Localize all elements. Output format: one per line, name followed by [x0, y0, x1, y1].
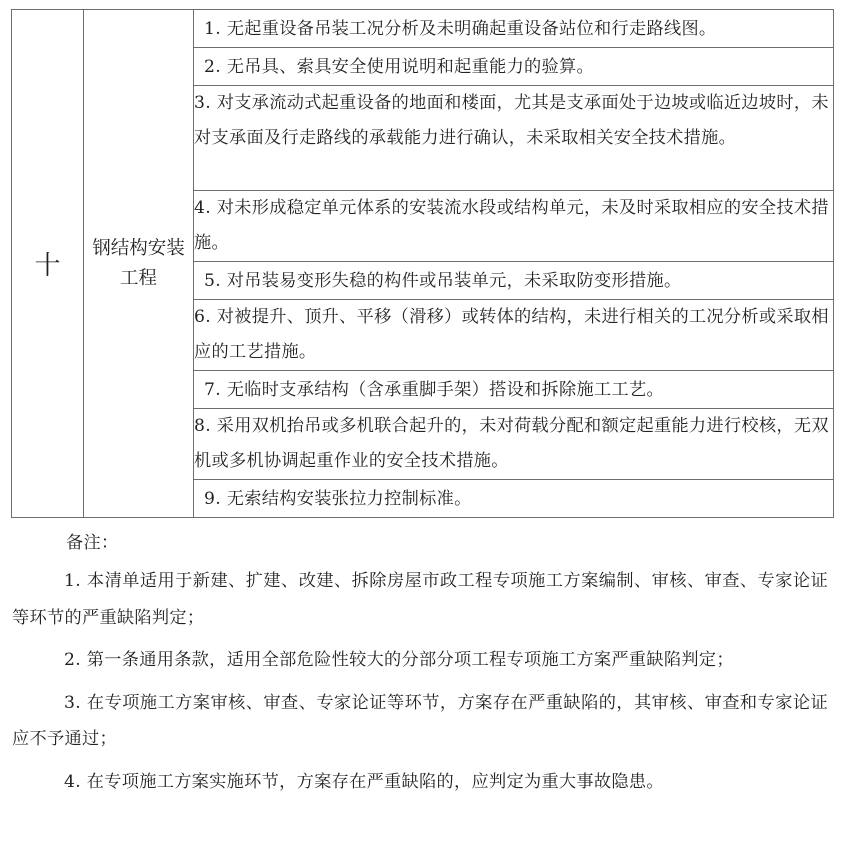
section-category: 钢结构安装工程 [84, 10, 194, 518]
notes-section [12, 523, 828, 806]
note-item: 4. 在专项施工方案实施环节，方案存在严重缺陷的，应判定为重大事故隐患。 [64, 771, 664, 792]
defect-item: 8. 采用双机抬吊或多机联合起升的，未对荷载分配和额定起重能力进行校核，无双机或多机协调起重作业的安全技术措施。 [194, 409, 834, 480]
defect-item: 9. 无索结构安装张拉力控制标准。 [194, 480, 834, 518]
note-item: 1. 本清单适用于新建、扩建、改建、拆除房屋市政工程专项施工方案编制、审核、审查、专家论证等环节的严重缺陷判定； [12, 571, 828, 628]
note-item: 3. 在专项施工方案审核、审查、专家论证等环节，方案存在严重缺陷的，其审核、审查和专家论证应不予通过； [12, 692, 828, 749]
defect-item: 1. 无起重设备吊装工况分析及未明确起重设备站位和行走路线图。 [194, 10, 834, 48]
defect-item: 7. 无临时支承结构（含承重脚手架）搭设和拆除施工工艺。 [194, 371, 834, 409]
table-row [12, 10, 834, 48]
section-number: 十 [12, 10, 84, 518]
defect-item: 5. 对吊装易变形失稳的构件或吊装单元，未采取防变形措施。 [194, 262, 834, 300]
notes-title: 备注： [66, 533, 119, 553]
defect-item: 6. 对被提升、顶升、平移（滑移）或转体的结构，未进行相关的工况分析或采取相应的工艺措施。 [194, 300, 834, 371]
defect-item: 2. 无吊具、索具安全使用说明和起重能力的验算。 [194, 48, 834, 86]
defect-table [11, 9, 834, 518]
note-item: 2. 第一条通用条款，适用全部危险性较大的分部分项工程专项施工方案严重缺陷判定； [64, 650, 734, 670]
defect-item: 4. 对未形成稳定单元体系的安装流水段或结构单元，未及时采取相应的安全技术措施。 [194, 191, 834, 262]
defect-item: 3. 对支承流动式起重设备的地面和楼面，尤其是支承面处于边坡或临近边坡时，未对支承面及行走路线的承载能力进行确认，未采取相关安全技术措施。 [194, 86, 834, 191]
